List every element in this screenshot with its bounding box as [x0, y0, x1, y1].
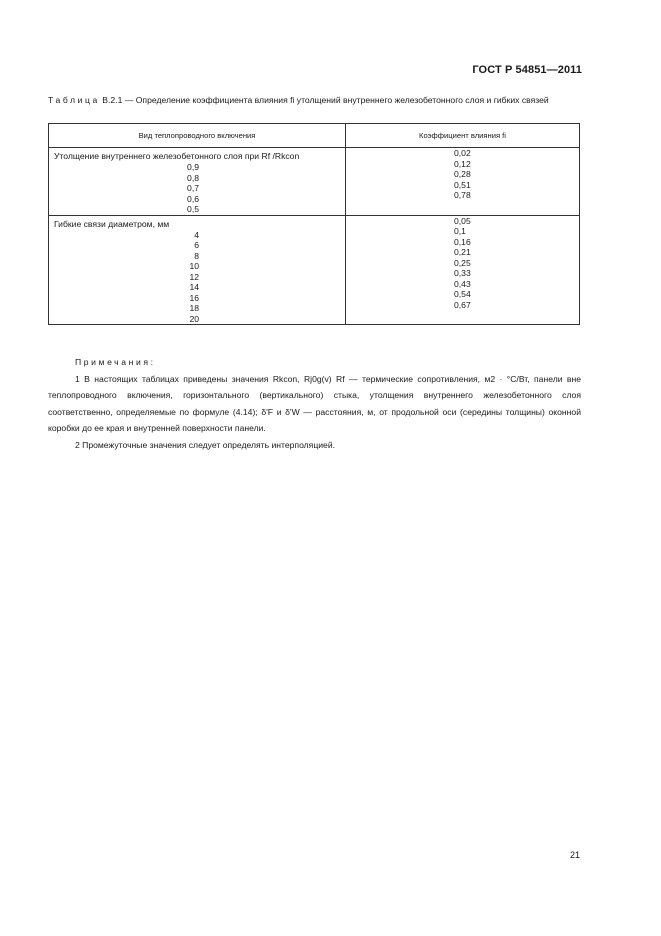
group-values-cell [346, 215, 580, 325]
coefficient-value: 0,16 [454, 236, 471, 247]
param-value: 10 [189, 261, 199, 271]
table-row [49, 183, 345, 194]
note-2: 2 Промежуточные значения следует определять интерполяцией. [75, 439, 336, 450]
param-value: 16 [189, 292, 199, 303]
param-value: 14 [189, 282, 199, 292]
coefficient-cell [346, 300, 579, 311]
coefficient-value: 0,05 [454, 215, 471, 226]
group-title: Гибкие связи диаметром, мм [54, 218, 170, 229]
table-caption-number: В.2.1 [102, 95, 123, 105]
param-value: 0,7 [187, 183, 199, 193]
coefficient-value: 0,28 [454, 169, 471, 179]
table-row [49, 282, 345, 293]
table-row [49, 204, 345, 215]
group-values-cell [346, 148, 580, 216]
coefficient-cell [346, 279, 579, 290]
table-row [49, 162, 345, 173]
coefficient-value: 0,43 [454, 278, 471, 289]
param-value: 0,8 [187, 172, 199, 183]
param-value: 6 [194, 240, 199, 250]
param-value: 12 [189, 271, 199, 282]
coefficient-cell [346, 180, 579, 191]
param-value: 20 [189, 313, 199, 324]
table-row [49, 303, 345, 314]
note-1: 1 В настоящих таблицах приведены значения Rkcon, Rj0g(v) Rf — термические сопротивления, м2 · °С/Вт, панели вне теплопроводного включения, горизонтального (вертикального) стыка, утолщения внутреннего железобетонного слоя соответственно, определяемые по формуле (4.14); δ'F и δ'W — расстояния, м, от продольной оси (середины толщины) оконной коробки до ее края и внутренней поверхности панели. [48, 373, 581, 434]
table-group-row [49, 148, 580, 216]
table-header-row [49, 124, 580, 148]
table-caption-label: Таблица [48, 95, 100, 105]
coefficient-cell [346, 226, 579, 237]
table-row [49, 251, 345, 262]
param-value: 8 [194, 250, 199, 261]
coefficient-cell [346, 216, 579, 227]
group-title: Утолщение внутреннего железобетонного слоя при Rf /Rkcon [54, 151, 300, 161]
table-row [49, 293, 345, 304]
page-number: 21 [570, 850, 581, 860]
table-row [49, 173, 345, 184]
table-caption [48, 94, 581, 107]
coefficient-cell [346, 268, 579, 279]
table-row [49, 194, 345, 205]
coefficient-value: 0,21 [454, 247, 471, 257]
coefficient-cell [346, 159, 579, 170]
col-header-coefficient: Коэффициент влияния fi [346, 124, 580, 148]
coefficient-cell [346, 190, 579, 201]
col-header-inclusion-type: Вид теплопроводного включения [49, 124, 346, 148]
coefficient-cell [346, 237, 579, 248]
group-params-cell [49, 148, 346, 216]
coefficient-value: 0,33 [454, 268, 471, 278]
coefficient-cell [346, 258, 579, 269]
param-value: 4 [194, 229, 199, 240]
notes-heading [48, 354, 581, 371]
table-row [49, 261, 345, 272]
coefficient-value: 0,67 [454, 299, 471, 310]
notes-section [48, 354, 581, 454]
table-row [49, 314, 345, 325]
coefficient-value: 0,12 [454, 158, 471, 169]
coefficient-value: 0,51 [454, 179, 471, 190]
coefficient-value: 0,02 [454, 148, 471, 158]
table-group-row [49, 215, 580, 325]
coefficient-value: 0,1 [454, 226, 466, 236]
param-value: 18 [189, 303, 199, 313]
coefficient-value: 0,25 [454, 257, 471, 268]
coefficient-value: 0,78 [454, 190, 471, 200]
param-value: 0,6 [187, 193, 199, 204]
coefficient-value: 0,54 [454, 289, 471, 299]
param-value: 0,5 [187, 204, 199, 214]
coefficient-cell [346, 289, 579, 300]
coefficient-cell [346, 247, 579, 258]
document-code: ГОСТ Р 54851—2011 [472, 64, 582, 76]
table-row [49, 240, 345, 251]
table-row [49, 272, 345, 283]
param-value: 0,9 [187, 162, 199, 172]
notes-heading-text: Примечания: [75, 357, 156, 367]
table-row [49, 230, 345, 241]
group-params-cell [49, 215, 346, 325]
coefficient-table [48, 123, 580, 325]
coefficient-cell [346, 169, 579, 180]
coefficient-cell [346, 148, 579, 159]
table-caption-title: — Определение коэффициента влияния fi утолщений внутреннего железобетонного слоя и гибких связей [122, 95, 549, 105]
